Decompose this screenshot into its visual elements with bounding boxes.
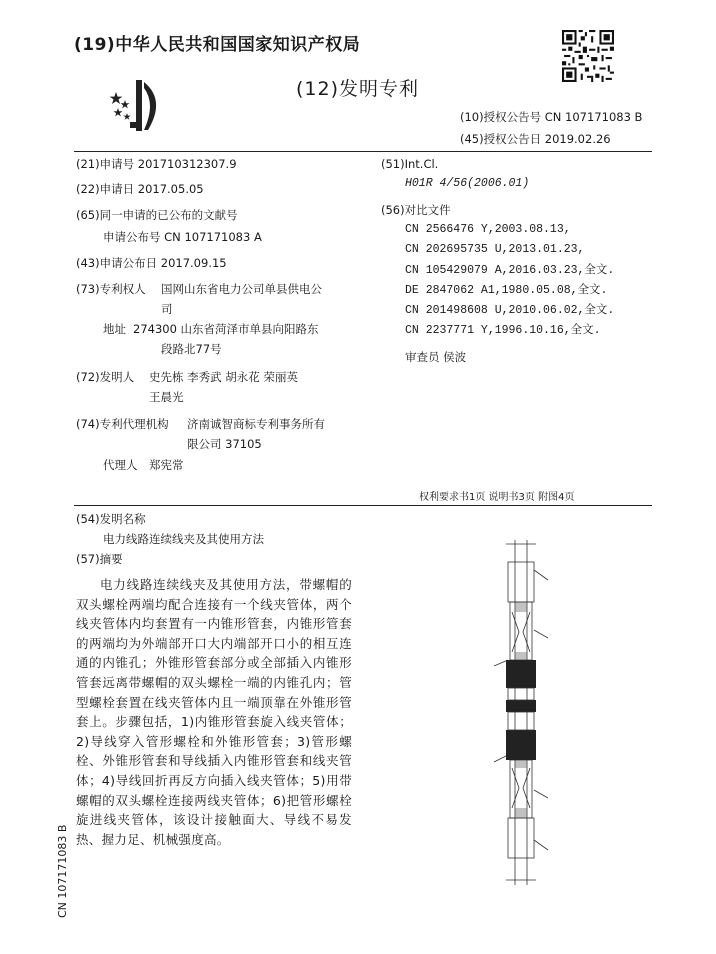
invention-title: 电力线路连续线夹及其使用方法 [103, 532, 264, 546]
grant-publication-date: (45)授权公告日 2019.02.26 [460, 132, 611, 146]
reference-item: CN 2237771 Y,1996.10.16,全文. [405, 324, 601, 337]
patentee-name-cont: 司 [161, 302, 173, 316]
agency-name-cont: 限公司 37105 [187, 437, 262, 451]
agent-label: 代理人 [103, 458, 138, 472]
grant-publication-number: (10)授权公告号 CN 107171083 B [460, 110, 643, 124]
reference-item: CN 202695735 U,2013.01.23, [405, 243, 585, 256]
address: 274300 山东省菏泽市单县向阳路东 [133, 322, 319, 336]
application-date: (22)申请日 2017.05.05 [76, 182, 204, 196]
inventors: 史先栋 李秀武 胡永花 荣丽英 [149, 370, 298, 384]
int-cl-label: (51)Int.Cl. [381, 157, 439, 171]
reference-item: CN 2566476 Y,2003.08.13, [405, 223, 571, 236]
patentee-label: (73)专利权人 [76, 282, 146, 296]
patentee-name: 国网山东省电力公司单县供电公 [161, 282, 322, 296]
inventors-cont: 王晨光 [149, 390, 184, 404]
document-type: (12)发明专利 [296, 78, 420, 100]
abstract-label: (57)摘要 [76, 552, 123, 566]
office-name: (19)中华人民共和国国家知识产权局 [74, 35, 361, 55]
reference-item: CN 105429079 A,2016.03.23,全文. [405, 264, 615, 277]
side-publication-number: CN 107171083 B [56, 824, 69, 918]
middle-divider [74, 505, 652, 506]
clamp-drawing [486, 540, 556, 885]
agency-name: 济南诚智商标专利事务所有 [187, 417, 325, 431]
application-publication-number: 申请公布号 CN 107171083 A [103, 230, 262, 244]
address-cont: 段路北77号 [161, 342, 222, 356]
agent-name: 郑宪常 [149, 458, 184, 472]
cnipa-logo-icon [108, 78, 168, 133]
application-publication-date: (43)申请公布日 2017.09.15 [76, 256, 227, 270]
agency-label: (74)专利代理机构 [76, 417, 169, 431]
same-application-publication: (65)同一申请的已公布的文献号 [76, 208, 238, 222]
references-label: (56)对比文件 [381, 203, 451, 217]
inventors-label: (72)发明人 [76, 370, 135, 384]
int-cl-value: H01R 4/56(2006.01) [405, 177, 530, 190]
reference-item: DE 2847062 A1,1980.05.08,全文. [405, 284, 608, 297]
examiner: 审查员 侯波 [405, 350, 467, 364]
reference-item: CN 201498608 U,2010.06.02,全文. [405, 304, 615, 317]
qr-code [562, 30, 614, 82]
title-label: (54)发明名称 [76, 512, 146, 526]
abstract-text: 电力线路连续线夹及其使用方法，带螺帽的双头螺栓两端均配合连接有一个线夹管体，两个线夹管体内均套置有一内锥形管套，内锥形管套的两端均为外端部开口大内端部开口小的相互连通的内锥孔；外锥形管套部分或全部插入内锥形管套远离带螺帽的双头螺栓一端的内锥孔内；管型螺栓套置在线夹管体内且一端顶靠在外锥形管套上。步骤包括，1)内锥形管套旋入线夹管体；2)导线穿入管形螺栓和外锥形管套；3)管形螺栓、外锥形管套和导线插入内锥形管套和线夹管体；4)导线回折再反方向插入线夹管体；5)用带螺帽的双头螺栓连接两线夹管体；6)把管形螺栓旋进线夹管体，该设计接触面大、导线不易发热、握力足、机械强度高。 [76, 577, 352, 847]
header-divider [74, 151, 652, 152]
application-number: (21)申请号 201710312307.9 [76, 157, 237, 171]
pages-info: 权利要求书1页 说明书3页 附图4页 [419, 492, 575, 503]
address-label: 地址 [103, 322, 126, 336]
